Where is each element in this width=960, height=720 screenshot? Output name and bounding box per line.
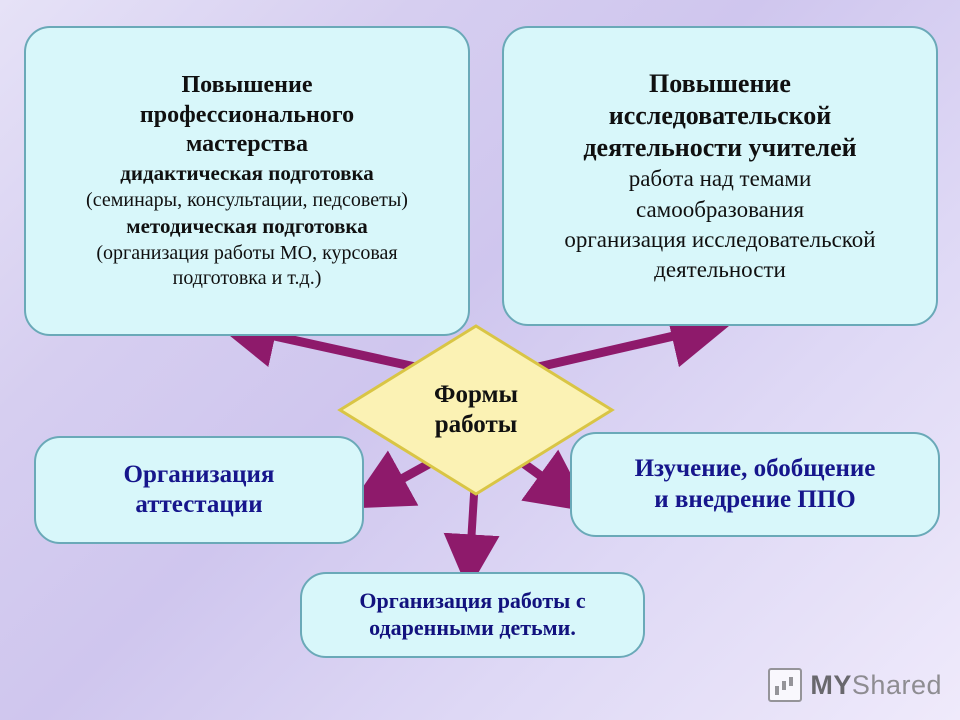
node-ppo xyxy=(570,432,940,537)
watermark-text-main: Shared xyxy=(851,669,942,700)
node-ppo-line1: Изучение, обобщение xyxy=(634,455,876,482)
watermark-text xyxy=(810,670,942,701)
node-attestation xyxy=(34,436,364,544)
node-gifted-line1: Организация работы с xyxy=(359,588,586,614)
node-professional-title-line2: профессионального xyxy=(139,101,355,128)
node-ppo-line2: и внедрение ППО xyxy=(654,485,856,513)
node-research-title-line3: деятельности учителей xyxy=(583,132,857,162)
node-professional-sub4: (организация работы МО, курсовая xyxy=(96,241,398,264)
node-professional-sub5: подготовка и т.д.) xyxy=(172,267,322,290)
node-professional-mastery xyxy=(24,26,470,336)
watermark xyxy=(768,668,942,702)
node-professional-sub1: дидактическая подготовка xyxy=(120,161,374,186)
node-research-sub3: организация исследовательской xyxy=(564,226,876,252)
node-gifted-children xyxy=(300,572,645,658)
presentation-icon xyxy=(768,668,802,702)
watermark-text-prefix: MY xyxy=(810,669,852,700)
node-research-sub4: деятельности xyxy=(654,256,786,282)
node-research-sub1: работа над темами xyxy=(628,166,812,192)
node-professional-sub2: (семинары, консультации, педсоветы) xyxy=(86,188,408,211)
node-gifted-line2: одаренными детьми. xyxy=(369,615,576,640)
node-research-sub2: самообразования xyxy=(635,196,805,222)
node-research-title-line1: Повышение xyxy=(649,69,791,99)
center-label-line2: работы xyxy=(434,411,518,438)
center-label-line1: Формы xyxy=(433,380,519,408)
node-professional-sub3: методическая подготовка xyxy=(126,214,368,239)
node-research-activity xyxy=(502,26,938,326)
node-research-title-line2: исследовательской xyxy=(608,101,832,131)
node-professional-title-line3: мастерства xyxy=(185,130,309,157)
node-attestation-line2: аттестации xyxy=(135,491,263,518)
node-attestation-line1: Организация xyxy=(123,460,275,488)
node-professional-title-line1: Повышение xyxy=(181,72,313,99)
